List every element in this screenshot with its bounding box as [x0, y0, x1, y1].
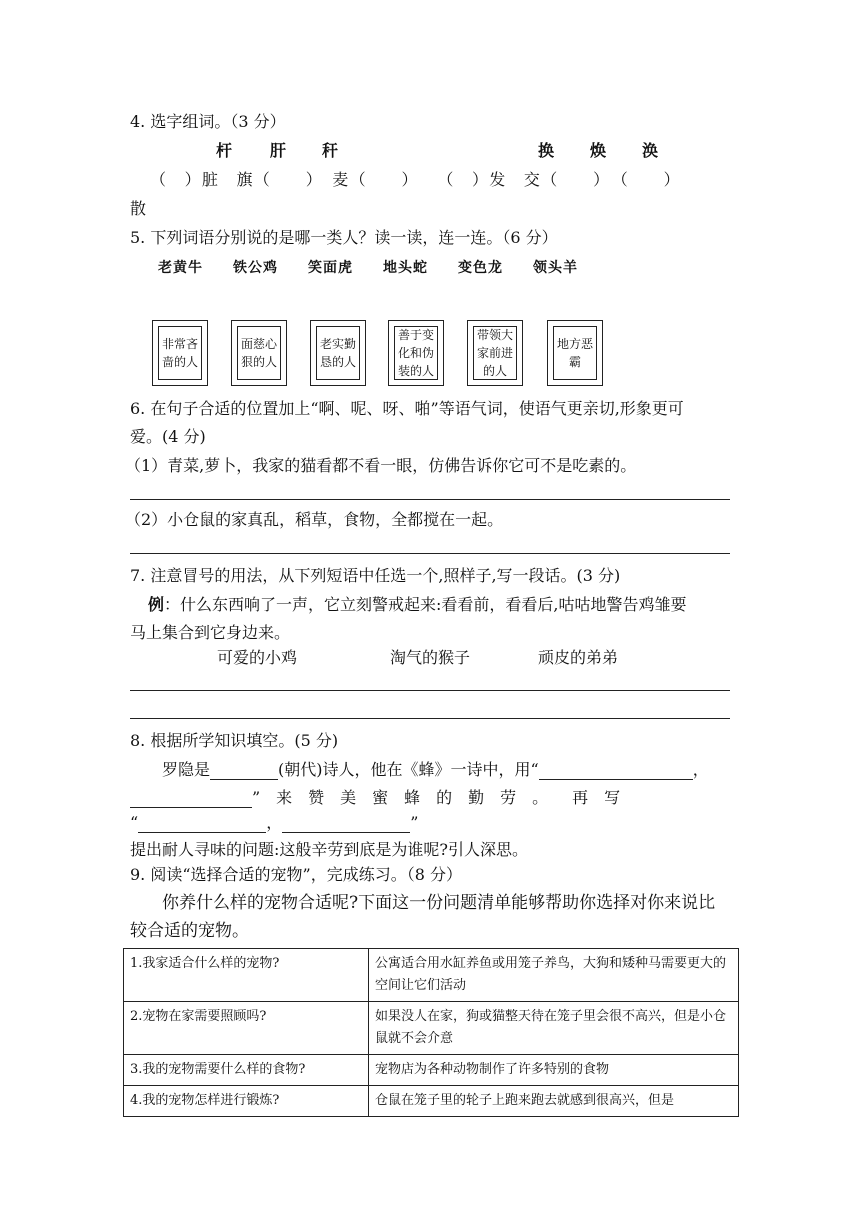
q9-intro-line2: 较合适的宠物。: [130, 921, 249, 941]
q7-answer-line-1[interactable]: [130, 690, 730, 691]
q8-text: ，: [266, 813, 283, 832]
q8-text: (朝代)诗人，他在《蜂》一诗中，用“: [278, 760, 539, 779]
q8-blank-2[interactable]: [130, 789, 252, 808]
q6-answer-line-1[interactable]: [130, 499, 730, 500]
q6-answer-line-2[interactable]: [130, 553, 730, 554]
q4-char-4: 换: [538, 141, 555, 160]
q5-word-3[interactable]: 笑面虎: [308, 260, 353, 276]
q8-text: ”: [410, 813, 419, 832]
q8-text: ，: [692, 760, 709, 779]
q7-option-3: 顽皮的弟弟: [538, 648, 619, 667]
q7-answer-line-2[interactable]: [130, 718, 730, 719]
q5-box-4[interactable]: [388, 320, 444, 386]
q9-pet-table: [123, 948, 739, 1117]
q8-blank-dynasty[interactable]: [210, 761, 278, 780]
table-row: [124, 1055, 739, 1086]
q8-title: 8. 根据所学知识填空。(5 分): [130, 731, 339, 750]
q9-intro-line1: 你养什么样的宠物合适呢?下面这一份问题清单能够帮助你选择对你来说比: [162, 893, 716, 913]
table-row: [124, 1086, 739, 1117]
table-cell-answer: 仓鼠在笼子里的轮子上跑来跑去就感到很高兴，但是: [369, 1086, 739, 1117]
q5-title: 5. 下列词语分别说的是哪一类人？读一读，连一连。（6 分）: [130, 228, 558, 247]
q5-word-2[interactable]: 铁公鸡: [233, 260, 278, 276]
q6-title-line2: 爱。(4 分): [130, 427, 206, 446]
table-row: [124, 949, 739, 1002]
q6-title-line1: 6. 在句子合适的位置加上“啊、呢、呀、啪”等语气词，使语气更亲切,形象更可: [130, 399, 684, 418]
q4-char-3: 秆: [322, 141, 339, 160]
table-cell-question: 4.我的宠物怎样进行锻炼?: [124, 1086, 369, 1117]
q8-text: “: [130, 813, 139, 832]
q8-text: ” 来 赞 美 蜜 蜂 的 勤 劳 。 再 写: [252, 788, 621, 807]
q6-sentence-1: （1）青菜,萝卜，我家的猫看都不看一眼，仿佛告诉你它可不是吃素的。: [125, 456, 637, 475]
q8-line3: [130, 813, 418, 833]
q5-word-4[interactable]: 地头蛇: [383, 260, 428, 276]
q8-line4: 提出耐人寻味的问题:这般辛劳到底是为谁呢?引人深思。: [130, 840, 528, 859]
q9-title: 9. 阅读“选择合适的宠物”，完成练习。（8 分）: [130, 865, 462, 884]
table-cell-question: 2.宠物在家需要照顾吗?: [124, 1002, 369, 1055]
q8-text: 罗隐是: [162, 760, 211, 779]
table-cell-answer: 宠物店为各种动物制作了许多特别的食物: [369, 1055, 739, 1086]
q5-box-label: 面慈心狠的人: [240, 337, 277, 369]
q5-box-1[interactable]: [152, 320, 208, 386]
q7-example-text: ：什么东西响了一声，它立刻警戒起来:看看前，看看后,咕咕地警告鸡雏要: [164, 595, 687, 614]
q8-line2: [130, 788, 620, 808]
table-cell-question: 1.我家适合什么样的宠物?: [124, 949, 369, 1002]
q4-title: 4. 选字组词。（3 分）: [130, 112, 286, 131]
q5-box-2[interactable]: [231, 320, 287, 386]
q4-char-6: 涣: [642, 141, 659, 160]
table-cell-answer: 如果没人在家，狗或猫整天待在笼子里会很不高兴，但是小仓鼠就不会介意: [369, 1002, 739, 1055]
q8-line1: [162, 760, 709, 780]
q5-box-label: 带领大家前进的人: [476, 328, 513, 378]
q7-example-label: 例: [148, 595, 165, 614]
q6-sentence-2: （2）小仓鼠的家真乱，稻草，食物，全都搅在一起。: [125, 510, 504, 529]
q7-option-2: 淘气的猴子: [390, 648, 471, 667]
table-cell-question: 3.我的宠物需要什么样的食物?: [124, 1055, 369, 1086]
q5-box-label: 善于变化和伪装的人: [397, 328, 434, 378]
q5-box-label: 地方恶霸: [556, 337, 593, 369]
q7-option-1: 可爱的小鸡: [217, 648, 298, 667]
q4-char-5: 焕: [590, 141, 607, 160]
q5-box-3[interactable]: [310, 320, 366, 386]
q4-char-2: 肝: [270, 141, 287, 160]
q4-blanks[interactable]: （ ）脏 旗（ ） 麦（ ） （ ）发 交（ ） （ ）: [150, 170, 681, 189]
q5-box-6[interactable]: [547, 320, 603, 386]
q5-box-label: 非常吝啬的人: [161, 337, 198, 369]
q4-wrap: 散: [130, 199, 147, 218]
table-row: [124, 1002, 739, 1055]
q5-box-label: 老实勤恳的人: [319, 337, 356, 369]
table-cell-answer: 公寓适合用水缸养鱼或用笼子养鸟，大狗和矮种马需要更大的空间让它们活动: [369, 949, 739, 1002]
q7-example-line1: [148, 595, 687, 615]
q8-blank-1[interactable]: [539, 761, 693, 780]
q8-blank-4[interactable]: [282, 814, 410, 833]
q5-word-5[interactable]: 变色龙: [458, 260, 503, 276]
q5-word-1[interactable]: 老黄牛: [158, 260, 203, 276]
q7-example-line2: 马上集合到它身边来。: [130, 623, 291, 642]
q8-blank-3[interactable]: [138, 814, 266, 833]
q5-word-6[interactable]: 领头羊: [533, 260, 578, 276]
q4-char-1: 杆: [216, 141, 233, 160]
q5-box-5[interactable]: [467, 320, 523, 386]
q7-title: 7. 注意冒号的用法，从下列短语中任选一个,照样子,写一段话。(3 分): [130, 566, 621, 585]
